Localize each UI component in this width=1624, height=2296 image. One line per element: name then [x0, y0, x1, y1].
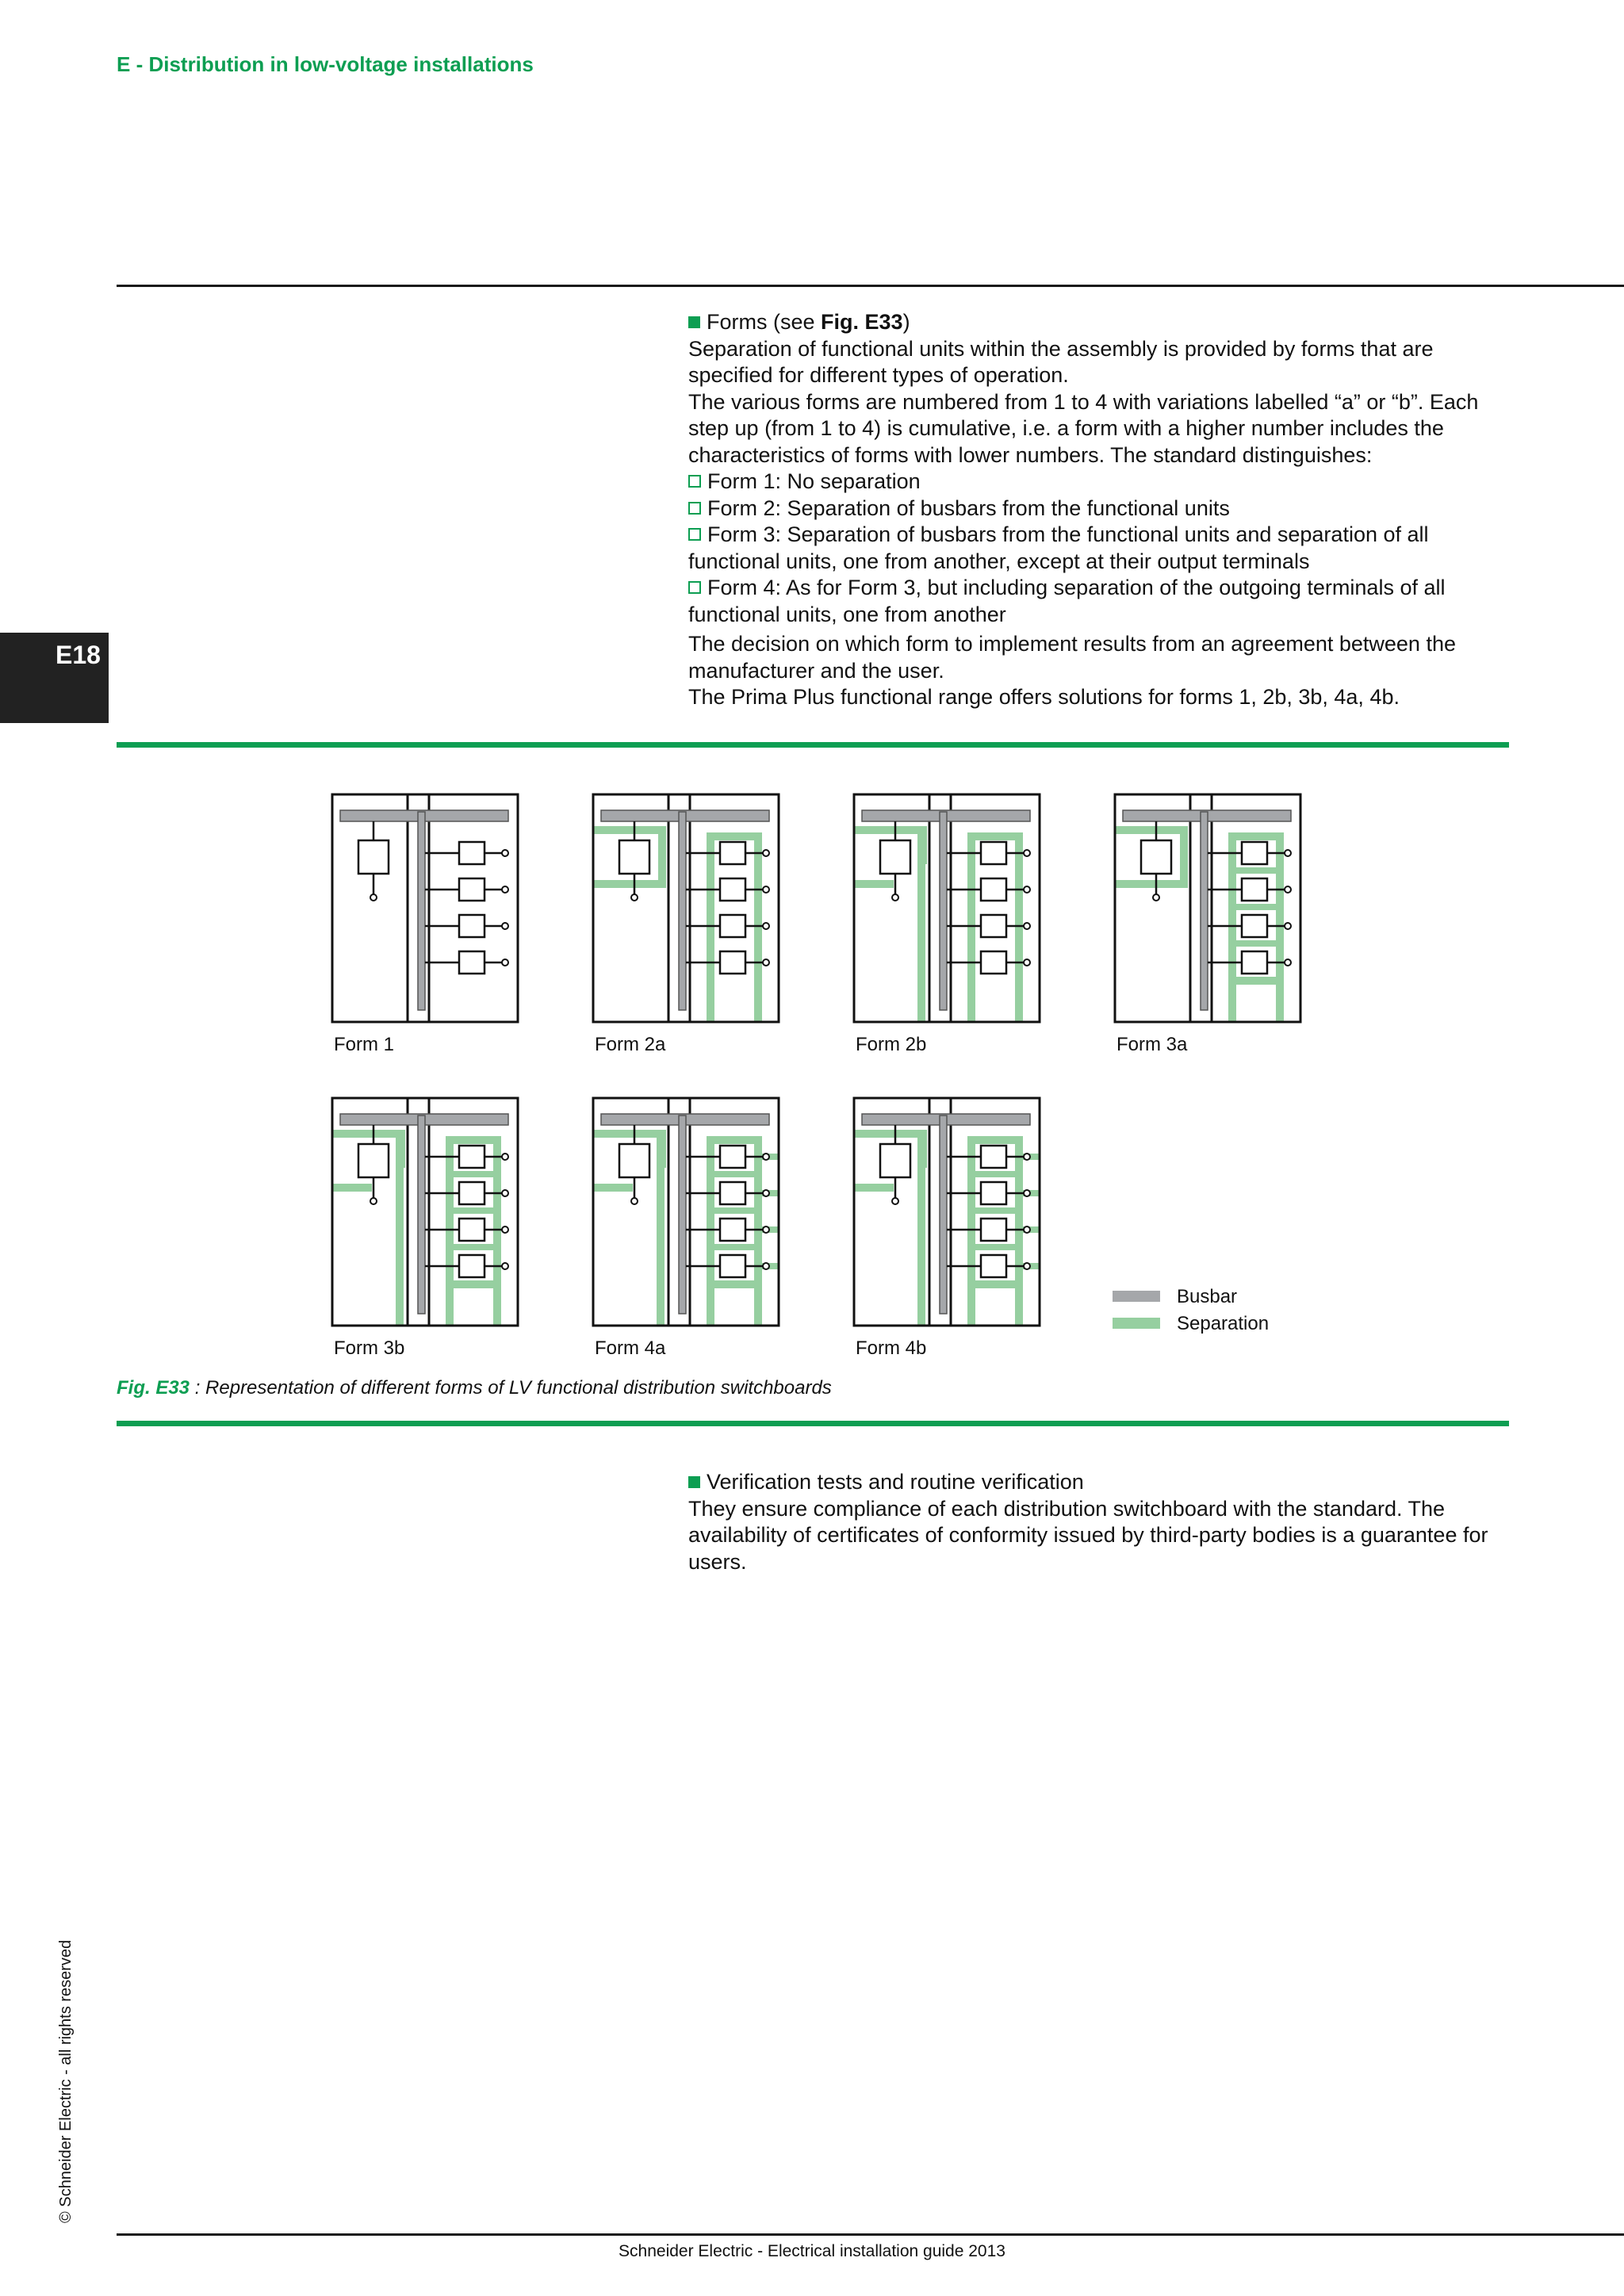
functional-unit	[1242, 878, 1267, 901]
terminal-icon	[1024, 959, 1030, 966]
separation-segment	[593, 1130, 665, 1138]
separation-segment	[396, 1130, 404, 1326]
terminal-icon	[631, 894, 638, 901]
separation-segment	[707, 832, 762, 840]
separation-segment	[593, 1184, 633, 1192]
footer-text: Schneider Electric - Electrical installation guide 2013	[619, 2242, 1005, 2260]
separation-segment	[967, 832, 1023, 840]
hollow-square-bullet-icon	[688, 581, 701, 594]
functional-unit	[720, 1182, 745, 1204]
functional-unit	[720, 842, 745, 864]
separation-segment	[967, 1136, 975, 1326]
separation-segment	[1228, 867, 1284, 874]
terminal-icon	[370, 894, 377, 901]
terminal-icon	[1285, 850, 1291, 856]
verification-heading-text: Verification tests and routine verification	[707, 1470, 1084, 1494]
terminal-icon	[763, 886, 769, 893]
separation-segment	[1015, 832, 1023, 1022]
functional-unit	[981, 1146, 1006, 1168]
figure-caption	[117, 1377, 832, 1399]
verification-heading	[688, 1469, 1517, 1496]
page-number: E18	[56, 641, 101, 669]
functional-unit	[1242, 951, 1267, 974]
separation-segment	[754, 832, 762, 1022]
separation-segment	[446, 1280, 501, 1288]
functional-unit	[981, 915, 1006, 937]
separation-segment	[1228, 977, 1284, 985]
form-diagram	[854, 1098, 1040, 1359]
separation-segment	[446, 1171, 501, 1177]
terminal-icon	[892, 1198, 898, 1204]
terminal-icon	[502, 850, 508, 856]
separation-segment	[854, 880, 894, 888]
functional-unit	[459, 915, 485, 937]
separation-segment	[332, 1130, 404, 1138]
figure-bottom-rule	[117, 1421, 1509, 1426]
form-diagram	[854, 794, 1040, 1055]
separation-segment	[967, 1136, 1023, 1144]
vertical-busbar	[418, 1115, 425, 1314]
header-rule	[117, 285, 1624, 287]
figure-legend	[1113, 1286, 1269, 1334]
terminal-icon	[502, 1154, 508, 1160]
page-header-title: E - Distribution in low-voltage installations	[117, 52, 534, 76]
terminal-icon	[1024, 886, 1030, 893]
terminal-icon	[1285, 959, 1291, 966]
functional-unit	[459, 1146, 485, 1168]
forms-paragraph-2: The various forms are numbered from 1 to 4 with variations labelled “a” or “b”. Each step up (from 1 to 4) is cumulative, i.e. a form with a higher number includes the characteristics of forms with lower numbers. The standard distinguishes:	[688, 389, 1479, 467]
form-item	[688, 575, 1517, 628]
terminal-icon	[1285, 886, 1291, 893]
forms-heading-figure-ref: Fig. E33	[821, 310, 903, 334]
terminal-icon	[1024, 1226, 1030, 1233]
separation-segment	[1228, 832, 1236, 1022]
form-item	[688, 469, 1517, 496]
functional-unit	[459, 1182, 485, 1204]
separation-segment	[917, 1130, 925, 1326]
form-item-text: Form 1: No separation	[707, 469, 921, 493]
footer-rule	[117, 2233, 1624, 2236]
functional-unit	[720, 1255, 745, 1277]
functional-unit	[1242, 915, 1267, 937]
separation-segment	[446, 1136, 501, 1144]
form-diagram	[1115, 794, 1300, 1055]
functional-unit	[720, 915, 745, 937]
forms-heading-prefix: Forms (see	[707, 310, 822, 334]
terminal-icon	[892, 894, 898, 901]
separation-segment	[967, 1244, 1023, 1250]
incomer-unit	[880, 840, 910, 874]
terminal-icon	[1024, 850, 1030, 856]
incomer-unit	[358, 1144, 389, 1177]
vertical-busbar	[940, 812, 947, 1010]
incomer-unit	[1141, 840, 1171, 874]
separation-segment	[1228, 904, 1284, 910]
terminal-icon	[502, 1190, 508, 1196]
vertical-busbar	[1201, 812, 1208, 1010]
form-item	[688, 522, 1517, 575]
separation-segment	[854, 1130, 925, 1138]
vertical-busbar	[679, 1115, 686, 1314]
terminal-icon	[763, 1190, 769, 1196]
incomer-unit	[619, 1144, 649, 1177]
functional-unit	[720, 878, 745, 901]
form-label: Form 2a	[595, 1034, 666, 1055]
vertical-busbar	[418, 812, 425, 1010]
separation-segment	[446, 1207, 501, 1214]
vertical-busbar	[679, 812, 686, 1010]
legend-separation-label: Separation	[1177, 1313, 1270, 1334]
square-bullet-icon	[688, 1476, 700, 1488]
form-label: Form 2b	[856, 1034, 927, 1055]
separation-segment	[707, 1136, 762, 1144]
separation-segment	[493, 1136, 501, 1326]
terminal-icon	[1024, 1263, 1030, 1269]
separation-segment	[1276, 832, 1284, 1022]
functional-unit	[981, 1219, 1006, 1241]
vertical-busbar	[940, 1115, 947, 1314]
functional-unit	[720, 1219, 745, 1241]
terminal-icon	[1024, 1190, 1030, 1196]
terminal-icon	[763, 923, 769, 929]
separation-segment	[967, 1171, 1023, 1177]
form-item-text: Form 3: Separation of busbars from the functional units and separation of all functional units, one from another, except at their output terminals	[688, 522, 1429, 573]
functional-unit	[981, 951, 1006, 974]
page-number-tab	[0, 633, 109, 723]
terminal-icon	[1153, 894, 1159, 901]
forms-paragraph-4: The Prima Plus functional range offers solutions for forms 1, 2b, 3b, 4a, 4b.	[688, 685, 1400, 709]
separation-segment	[593, 880, 666, 888]
separation-segment	[707, 1280, 762, 1288]
terminal-icon	[763, 1154, 769, 1160]
forms-figure	[0, 761, 1624, 1372]
separation-segment	[446, 1136, 454, 1326]
hollow-square-bullet-icon	[688, 502, 701, 515]
form-label: Form 4b	[856, 1337, 927, 1359]
separation-segment	[658, 826, 666, 888]
separation-segment	[707, 1171, 762, 1177]
form-item	[688, 496, 1517, 522]
form-label: Form 3b	[334, 1337, 405, 1359]
functional-unit	[981, 1182, 1006, 1204]
separation-segment	[707, 1207, 762, 1214]
separation-segment	[967, 1280, 1023, 1288]
terminal-icon	[763, 850, 769, 856]
form-label: Form 4a	[595, 1337, 666, 1359]
terminal-icon	[502, 923, 508, 929]
separation-segment	[917, 826, 925, 1022]
terminal-icon	[763, 959, 769, 966]
separation-segment	[1228, 940, 1284, 947]
form-diagram	[332, 1098, 518, 1359]
form-item-text: Form 2: Separation of busbars from the functional units	[707, 496, 1230, 520]
separation-segment	[967, 832, 975, 1022]
separation-segment	[1228, 832, 1284, 840]
forms-heading-suffix: )	[902, 310, 910, 334]
functional-unit	[720, 1146, 745, 1168]
separation-segment	[446, 1244, 501, 1250]
functional-unit	[459, 1255, 485, 1277]
square-bullet-icon	[688, 316, 700, 328]
terminal-icon	[1024, 1154, 1030, 1160]
terminal-icon	[763, 1263, 769, 1269]
forms-paragraph-3: The decision on which form to implement results from an agreement between the manufacturer and the user.	[688, 632, 1456, 683]
separation-segment	[854, 826, 925, 834]
form-diagram	[332, 794, 518, 1055]
verification-section	[688, 1469, 1517, 1575]
terminal-icon	[763, 1226, 769, 1233]
form-label: Form 3a	[1116, 1034, 1188, 1055]
separation-segment	[707, 1136, 714, 1326]
legend-busbar-swatch	[1113, 1291, 1160, 1302]
separation-segment	[707, 832, 714, 1022]
terminal-icon	[1024, 923, 1030, 929]
separation-segment	[1115, 880, 1188, 888]
caption-text: : Representation of different forms of LV functional distribution switchboards	[190, 1377, 832, 1399]
incomer-unit	[880, 1144, 910, 1177]
separation-segment	[854, 1184, 894, 1192]
legend-separation-swatch	[1113, 1318, 1160, 1329]
form-item-text: Form 4: As for Form 3, but including separation of the outgoing terminals of all functional units, one from another	[688, 576, 1446, 626]
separation-segment	[967, 1207, 1023, 1214]
form-label: Form 1	[334, 1034, 395, 1055]
hollow-square-bullet-icon	[688, 475, 701, 488]
functional-unit	[459, 1219, 485, 1241]
legend-busbar-label: Busbar	[1177, 1286, 1238, 1307]
terminal-icon	[502, 886, 508, 893]
form-diagram	[593, 794, 779, 1055]
incomer-unit	[619, 840, 649, 874]
figure-top-rule	[117, 742, 1509, 748]
form-diagram	[593, 1098, 779, 1359]
separation-segment	[332, 1184, 372, 1192]
incomer-unit	[358, 840, 389, 874]
forms-heading	[688, 309, 1517, 336]
functional-unit	[459, 951, 485, 974]
functional-unit	[459, 842, 485, 864]
forms-section	[688, 309, 1517, 711]
terminal-icon	[502, 1226, 508, 1233]
separation-segment	[593, 826, 665, 834]
verification-paragraph: They ensure compliance of each distribution switchboard with the standard. The availability of certificates of conformity issued by third-party bodies is a guarantee for users.	[688, 1496, 1488, 1574]
copyright-notice: © Schneider Electric - all rights reserved	[57, 1939, 75, 2223]
separation-segment	[707, 1244, 762, 1250]
forms-paragraph-1: Separation of functional units within the assembly is provided by forms that are specified for different types of operation.	[688, 336, 1434, 387]
functional-unit	[720, 951, 745, 974]
functional-unit	[981, 1255, 1006, 1277]
separation-segment	[1180, 826, 1188, 888]
hollow-square-bullet-icon	[688, 528, 701, 541]
functional-unit	[981, 842, 1006, 864]
functional-unit	[1242, 842, 1267, 864]
separation-segment	[1115, 826, 1186, 834]
terminal-icon	[502, 1263, 508, 1269]
separation-segment	[657, 1130, 665, 1326]
functional-unit	[981, 878, 1006, 901]
terminal-icon	[502, 959, 508, 966]
terminal-icon	[631, 1198, 638, 1204]
terminal-icon	[1285, 923, 1291, 929]
terminal-icon	[370, 1198, 377, 1204]
caption-figure-ref: Fig. E33	[117, 1377, 190, 1399]
functional-unit	[459, 878, 485, 901]
